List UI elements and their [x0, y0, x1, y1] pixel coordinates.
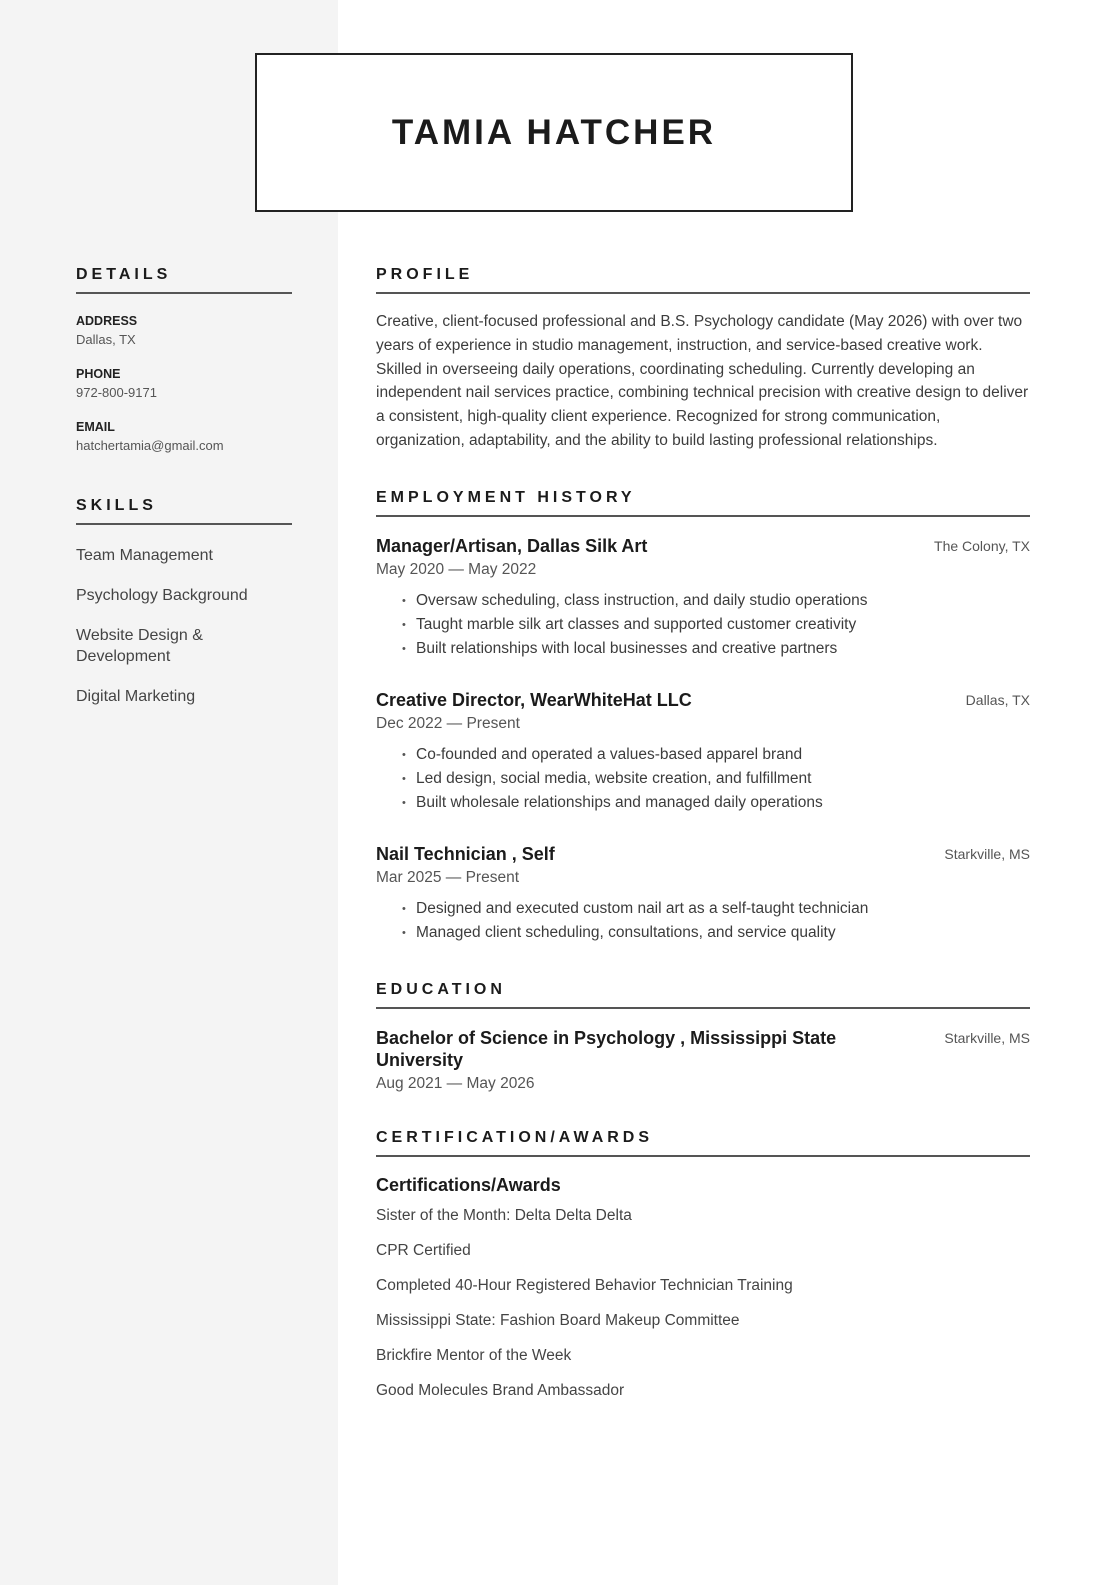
job-bullet: • Taught marble silk art classes and supported customer creativity	[402, 613, 1030, 637]
certifications-title: Certifications/Awards	[376, 1174, 561, 1195]
job-bullets	[376, 897, 1030, 945]
phone-value: 972-800-9171	[76, 385, 157, 400]
phone-label: PHONE	[76, 367, 121, 381]
certification-item: Completed 40-Hour Registered Behavior Technician Training	[376, 1276, 793, 1294]
job-location: The Colony, TX	[934, 537, 1030, 554]
certification-item: Good Molecules Brand Ambassador	[376, 1381, 625, 1399]
job-bullet: • Managed client scheduling, consultations, and service quality	[402, 921, 1030, 945]
skills-section	[76, 497, 292, 707]
certifications-section	[376, 1129, 1030, 1401]
job-bullet: • Built wholesale relationships and managed daily operations	[402, 791, 1030, 815]
job-title: Nail Technician , Self	[376, 843, 555, 864]
certification-item: Mississippi State: Fashion Board Makeup Committee	[376, 1311, 740, 1329]
job-location: Dallas, TX	[965, 691, 1030, 708]
job-bullets	[376, 589, 1030, 661]
job-dates: May 2020 — May 2022	[376, 560, 537, 578]
education-entry	[376, 1027, 1030, 1093]
profile-section	[376, 266, 1030, 453]
job-bullet: • Oversaw scheduling, class instruction, and daily studio operations	[402, 589, 1030, 613]
degree-title: Bachelor of Science in Psychology , Mississippi State University	[376, 1027, 837, 1070]
sidebar	[76, 266, 292, 707]
education-heading: EDUCATION	[376, 981, 1030, 1009]
job-bullet: • Built relationships with local businesses and creative partners	[402, 637, 1030, 661]
job-bullet: • Co-founded and operated a values-based apparel brand	[402, 743, 1030, 767]
skills-heading: SKILLS	[76, 497, 292, 525]
employment-heading: EMPLOYMENT HISTORY	[376, 489, 1030, 517]
details-heading: DETAILS	[76, 266, 292, 294]
job-dates: Mar 2025 — Present	[376, 868, 520, 886]
profile-text: Creative, client-focused professional and B.S. Psychology candidate (May 2026) with over two years of experience in studio management, instruction, and service-based creative work. Skilled in overseeing daily operations, coordinating scheduling. Currently developing an independent nail services practice, combining technical precision with creative design to deliver a consistent, high-quality client experience. Recognized for strong communication, organization, adaptability, and the ability to build lasting professional relationships.	[376, 313, 1029, 449]
education-location: Starkville, MS	[944, 1029, 1030, 1046]
certification-item: Brickfire Mentor of the Week	[376, 1346, 572, 1364]
certification-item: Sister of the Month: Delta Delta Delta	[376, 1206, 632, 1224]
skill-item: Digital Marketing	[76, 688, 196, 705]
email-label: EMAIL	[76, 420, 115, 434]
job-entry	[376, 843, 1030, 945]
address-label: ADDRESS	[76, 314, 138, 328]
sidebar-background	[0, 0, 338, 1585]
job-location: Starkville, MS	[944, 845, 1030, 862]
skill-item: Website Design & Development	[76, 627, 203, 665]
job-title: Manager/Artisan, Dallas Silk Art	[376, 535, 648, 556]
name-header-box	[255, 53, 853, 212]
employment-section	[376, 489, 1030, 945]
certification-item: CPR Certified	[376, 1241, 471, 1259]
job-bullet: • Designed and executed custom nail art as a self-taught technician	[402, 897, 1030, 921]
profile-heading: PROFILE	[376, 266, 1030, 294]
job-entry	[376, 535, 1030, 661]
job-entry	[376, 689, 1030, 815]
address-value: Dallas, TX	[76, 332, 136, 347]
job-dates: Dec 2022 — Present	[376, 714, 520, 732]
candidate-name: TAMIA HATCHER	[391, 112, 717, 152]
skill-item: Psychology Background	[76, 587, 248, 604]
job-bullet: • Led design, social media, website creation, and fulfillment	[402, 767, 1030, 791]
main-content	[376, 266, 1030, 1401]
certifications-heading: CERTIFICATION/AWARDS	[376, 1129, 1030, 1157]
education-section	[376, 981, 1030, 1093]
skill-item: Team Management	[76, 547, 213, 564]
job-title: Creative Director, WearWhiteHat LLC	[376, 689, 692, 710]
education-dates: Aug 2021 — May 2026	[376, 1074, 535, 1092]
email-value: hatchertamia@gmail.com	[76, 438, 224, 453]
job-bullets	[376, 743, 1030, 815]
